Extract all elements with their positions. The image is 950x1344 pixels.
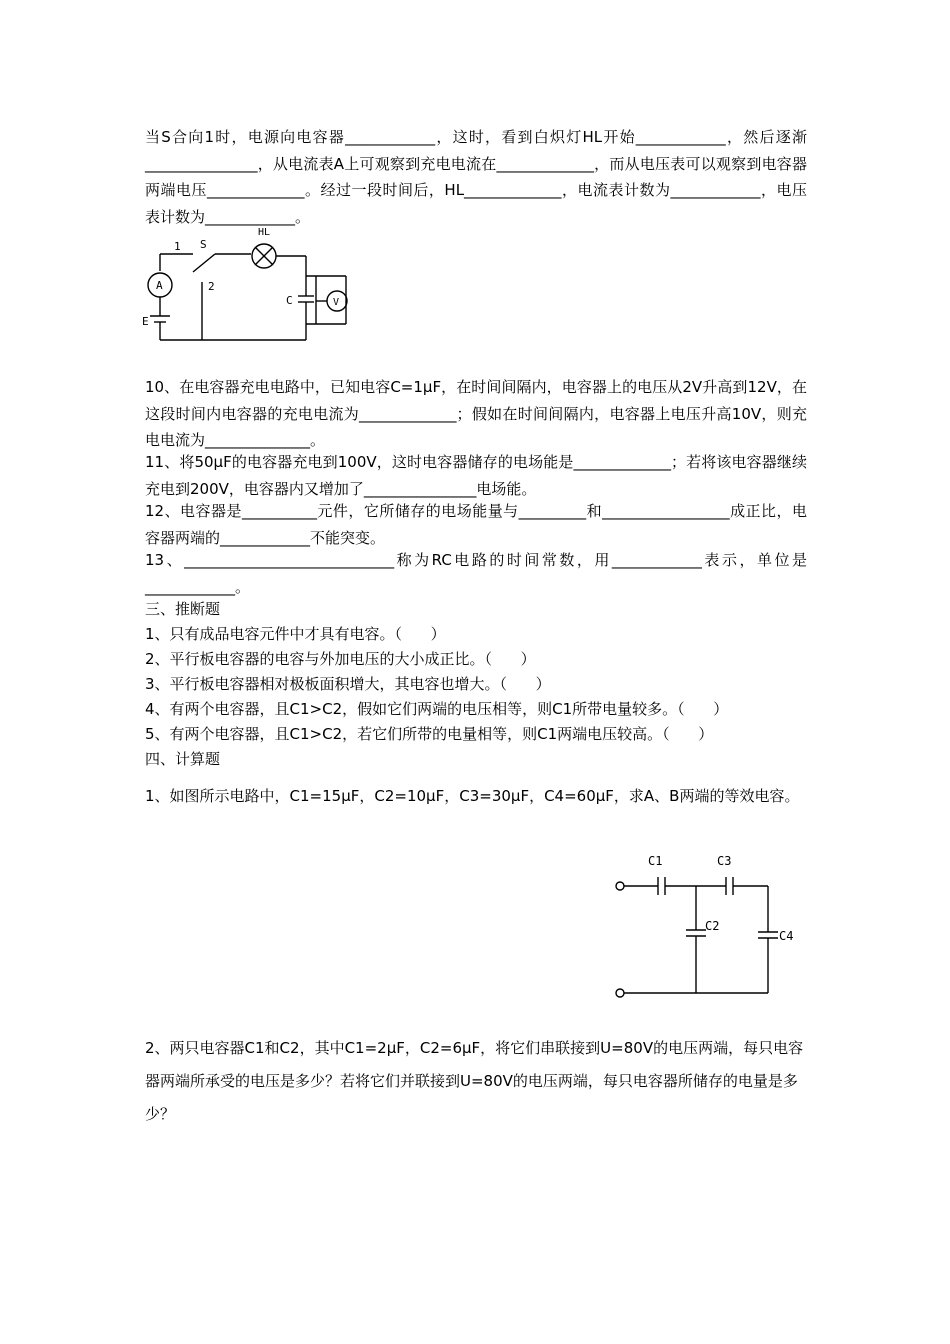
calc-section-heading: 四、计算题 bbox=[145, 750, 221, 768]
label-lamp-HL: HL bbox=[258, 227, 271, 238]
label-C2: C2 bbox=[705, 919, 720, 933]
question-10-text: 10、在电容器充电电路中，已知电容C=1μF，在时间间隔内，电容器上的电压从2V升高到12V，在这段时间内电容器的充电电流为_____________；假如在时间间隔内，电容器上电压升高10V，则充电电流为______________。 bbox=[145, 378, 807, 449]
terminal-B bbox=[616, 989, 624, 997]
judge-item-3: 3、平行板电容器相对极板面积增大，其电容也增大。（ ） bbox=[145, 675, 551, 693]
label-battery-E: E bbox=[142, 315, 149, 328]
capacitor-network-diagram bbox=[612, 848, 812, 1004]
label-C1: C1 bbox=[648, 854, 663, 868]
label-C4: C4 bbox=[779, 929, 794, 943]
judge-item-1: 1、只有成品电容元件中才具有电容。（ ） bbox=[145, 625, 446, 643]
question-11-text: 11、将50μF的电容器充电到100V，这时电容器储存的电场能是_____________；若将该电容器继续充电到200V，电容器内又增加了_______________电场能。 bbox=[145, 453, 807, 498]
judge-section-heading: 三、推断题 bbox=[145, 600, 221, 618]
judge-item-4: 4、有两个电容器，且C1>C2，假如它们两端的电压相等，则C1所带电量较多。（ ） bbox=[145, 700, 729, 718]
switch-blade bbox=[193, 254, 215, 272]
question-13-text: 13、____________________________称为RC电路的时间常数，用____________表示，单位是____________。 bbox=[145, 551, 807, 596]
calc-question-2-text: 2、两只电容器C1和C2，其中C1=2μF，C2=6μF，将它们串联接到U=80V的电压两端，每只电容器两端所承受的电压是多少？若将它们并联接到U=80V的电压两端，每只电容器所储存的电量是多少？ bbox=[145, 1039, 804, 1123]
label-capacitor-C: C bbox=[286, 294, 293, 307]
label-ammeter-A: A bbox=[156, 279, 163, 292]
label-C3: C3 bbox=[717, 854, 732, 868]
judge-item-2: 2、平行板电容器的电容与外加电压的大小成正比。（ ） bbox=[145, 650, 536, 668]
judge-item-5: 5、有两个电容器，且C1>C2，若它们所带的电量相等，则C1两端电压较高。（ ） bbox=[145, 725, 714, 743]
label-contact-2: 2 bbox=[208, 280, 215, 293]
label-voltmeter-V: V bbox=[333, 297, 340, 308]
question-9-text: 当S合向1时，电源向电容器____________，这时，看到白炽灯HL开始____________，然后逐渐_______________，从电流表A上可观察到充电电流在_____________，而从电压表可以观察到电容器两端电压_____________。经过一段时间后，HL_____________，电流表计数为____________，电压表计数为____________。 bbox=[145, 128, 807, 226]
label-contact-1: 1 bbox=[174, 240, 181, 253]
question-12-text: 12、电容器是__________元件，它所储存的电场能量与_________和_________________成正比，电容器两端的____________不能突变。 bbox=[145, 502, 807, 547]
calc-question-1-text: 1、如图所示电路中，C1=15μF，C2=10μF，C3=30μF，C4=60μF，求A、B两端的等效电容。 bbox=[145, 787, 800, 805]
charging-circuit-diagram bbox=[138, 224, 358, 348]
label-switch-S: S bbox=[200, 238, 207, 251]
terminal-A bbox=[616, 882, 624, 890]
